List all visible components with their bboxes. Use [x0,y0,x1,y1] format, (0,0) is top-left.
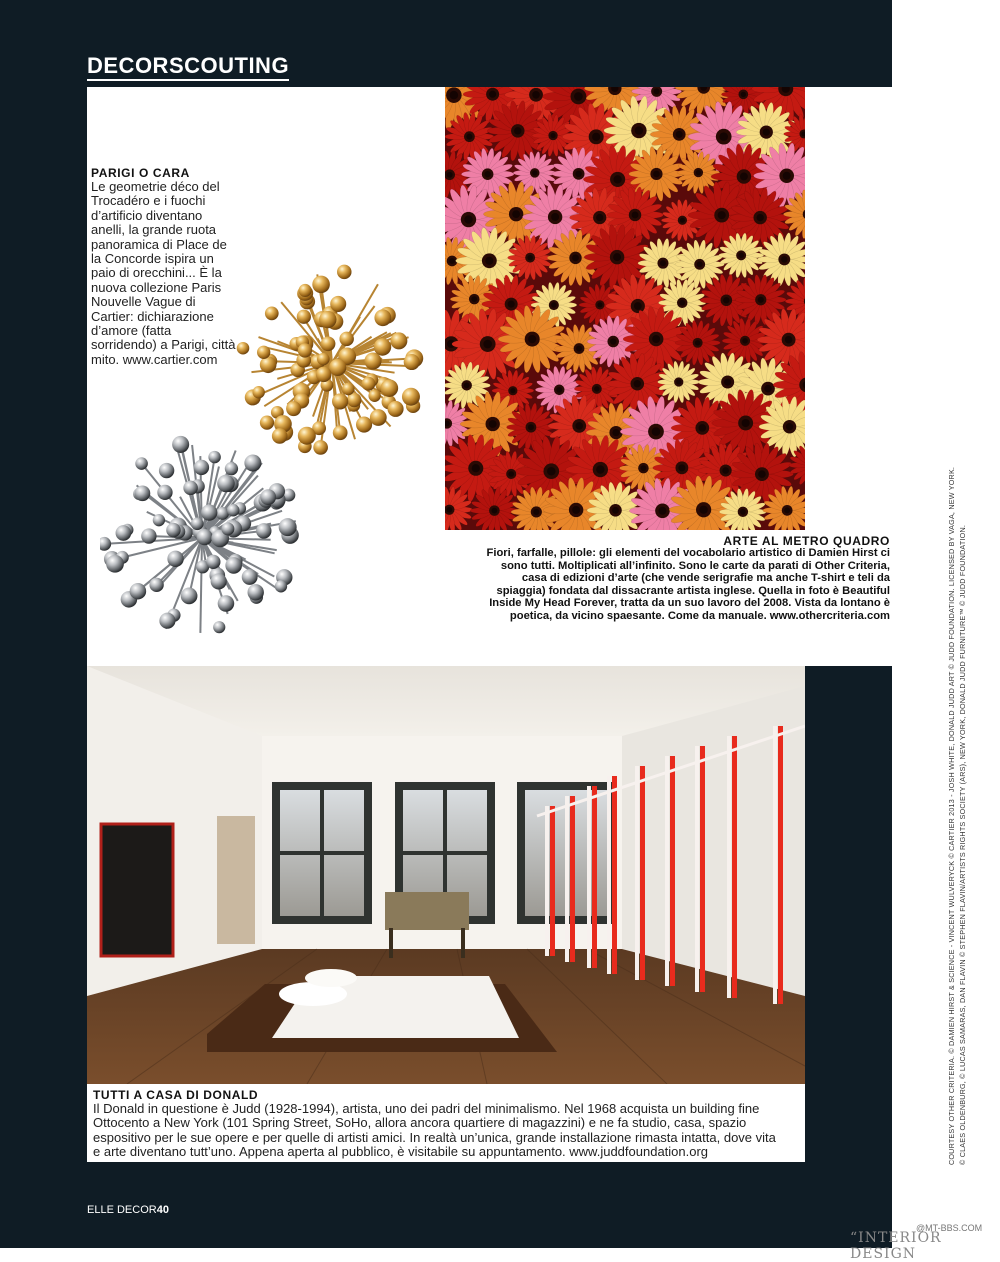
hirst-wallpaper-photo [445,87,805,530]
article1-line: d’amore (fatta [91,324,171,338]
red-tube [612,776,617,974]
chair [385,892,469,930]
gold-bead [370,409,387,426]
silver-bead [221,522,234,535]
gold-bead [374,338,392,356]
article3-kicker: TUTTI A CASA DI DONALD [93,1088,258,1102]
silver-bead [183,481,198,496]
silver-bead [191,517,204,530]
silver-bead [167,551,183,567]
silver-bead [244,455,261,472]
gold-bead [402,388,420,406]
gold-bead [286,401,301,416]
silver-bead [256,523,271,538]
light-frame [773,726,777,1004]
silver-bead [153,514,165,526]
gold-bead [404,354,420,370]
red-tube [592,786,597,968]
silver-bead [242,569,258,585]
article2-kicker: ARTE AL METRO QUADRO [723,534,890,548]
gold-bead [332,393,348,409]
article2-line: Fiori, farfalle, pillole: gli elementi del vocabolario artistico di Damien Hirst ci [487,547,890,560]
gold-bead [321,336,336,351]
article1-line: Nouvelle Vague di [91,295,196,309]
gold-bead [298,343,312,357]
silver-bead [159,463,174,478]
silver-bead [211,573,227,589]
hanging-sculpture [217,816,255,944]
gold-bead [374,309,391,326]
silver-bead [275,580,287,592]
article1-line: panoramica di Place de [91,238,227,252]
gold-bead [257,346,270,359]
red-tube [640,766,645,980]
silver-bead [225,557,242,574]
gold-bead [364,353,381,370]
light-frame [727,736,731,998]
light-frame [565,796,569,962]
article3-line: e arte diventano tutt’uno. Appena aperta al pubblico, è visitabile su appuntamento. www.juddfoundation.org [93,1145,708,1159]
silver-bead [218,595,235,612]
gold-earring-cluster [237,265,424,455]
silver-bead [159,613,175,629]
gold-bead [319,311,336,328]
red-tube [700,746,705,992]
gold-bead [260,356,277,373]
light-frame [545,806,549,956]
silver-bead [279,518,297,536]
judd-interior-photo [87,666,805,1084]
article1-line: Le geometrie déco del [91,180,220,194]
article1-line: nuova collezione Paris [91,281,221,295]
gold-bead [329,359,346,376]
article1-line: Trocadéro e i fuochi [91,194,205,208]
watermark-brand: “INTERIOR DESIGN [850,1230,1000,1262]
gold-bead [330,296,346,312]
silver-bead [213,621,225,633]
article2-line: Inside My Head Forever, tratta da un suo lavoro del 2008. Vista da lontano è [489,597,890,610]
light-frame [665,756,669,986]
article2-line: casa di edizioni d’arte (che vende serigrafie ma anche T-shirt e teli da [522,572,890,585]
section-title: DECORSCOUTING [87,54,289,81]
silver-bead [141,528,156,543]
red-tube [732,736,737,998]
red-tube [570,796,575,962]
silver-bead [197,529,213,545]
silver-earring-cluster [100,436,299,633]
silver-bead [116,525,132,541]
folio-page: 40 [157,1204,169,1216]
article2-line: poetica, da vicino spaesante. Come da manuale. www.othercriteria.com [510,610,890,623]
gold-bead [312,276,330,294]
article1-kicker: PARIGI O CARA [91,166,190,180]
article1-line: paio di orecchini... È la [91,266,222,280]
silver-bead [260,489,276,505]
gold-bead [237,342,250,355]
silver-bead [130,583,146,599]
gold-bead [272,428,288,444]
article3-line: Ottocento a New York (101 Spring Street, SoHo, allora ancora quartiere di magazzini) e ne fa studio, casa, spazio [93,1116,746,1130]
gold-bead [381,379,399,397]
silver-bead [172,436,189,453]
silver-bead [248,584,264,600]
wall-box-sculpture [101,824,173,956]
flowers-svg [445,87,805,530]
silver-bead [100,537,111,551]
silver-bead [194,460,209,475]
watermark-site: @MT-BBS.COM [916,1223,982,1233]
gold-bead [298,427,316,445]
red-tube [550,806,555,956]
silver-bead [227,504,239,516]
gold-bead [342,383,355,396]
light-frame [695,746,699,992]
gold-bead [337,265,352,280]
light-frame [635,766,639,980]
article3-line: espositivo per le sue opere e per quelle di artisti amici. In realtà un’unica, grande installazione rimasta intatta, dove vita [93,1131,776,1145]
gold-bead [339,332,353,346]
article1-line: Cartier: dichiarazione [91,310,214,324]
article1-line: mito. www.cartier.com [91,353,217,367]
article1-line: la Concorde ispira un [91,252,214,266]
red-tube [670,756,675,986]
silver-bead [225,462,238,475]
credits-line: COURTESY OTHER CRITERIA. © DAMIEN HIRST & SCIENCE - VINCENT WULVERYCK © CARTIER 2013 - JOSH WHITE, DONALD JUDD ART © JUDD FOUNDATION. LICENSED BY VAGA, NEW YORK. [946,425,957,1165]
gold-bead [368,390,380,402]
right-wall [622,686,805,996]
gold-bead [260,415,274,429]
article2-line: sono tutti. Moltiplicati all’infinito. Sono le carte da parati di Other Criteria, [501,560,890,573]
gold-bead [316,367,331,382]
gold-bead [317,353,330,366]
gold-bead [388,401,404,417]
gold-bead [297,310,311,324]
article2-caption [448,534,890,624]
article2-line: spiaggia) fondata dal dissacrante artista inglese. Quella in foto è Beautiful [496,585,890,598]
silver-bead [201,504,217,520]
article1-line: d’artificio diventano [91,209,202,223]
light-frame [587,786,591,968]
silver-stem [200,538,202,633]
gold-bead [313,440,328,455]
gold-bead [356,417,372,433]
silver-bead [149,578,163,592]
silver-bead [206,555,220,569]
gold-bead [390,332,407,349]
silver-bead [216,507,229,520]
article1-line: anelli, la grande ruota [91,223,216,237]
gold-bead [362,377,376,391]
silver-bead [157,485,172,500]
silver-bead [208,451,220,463]
gold-bead [299,284,312,297]
article1-line: sorridendo) a Parigi, città [91,338,236,352]
gold-bead [253,386,265,398]
silver-bead [135,457,148,470]
silver-bead [166,523,180,537]
folio [87,1204,169,1216]
silver-bead [181,588,198,605]
silver-bead [106,555,124,573]
photo-credits [946,425,968,1165]
light-frame [607,776,611,974]
gold-bead [265,307,279,321]
gold-bead [333,425,348,440]
red-tube [778,726,783,1004]
credits-line: © CLAES OLDENBURG, © LUCAS SAMARAS, DAN FLAVIN © STEPHEN FLAVIN/ARTISTS RIGHTS SOCIETY (ARS), NEW YORK, DONALD JUDD FURNITURE™ © JUDD FOUNDATION. [957,425,968,1165]
pillow [305,969,357,987]
folio-brand: ELLE DECOR [87,1204,157,1216]
article3-line: Il Donald in questione è Judd (1928-1994), artista, uno dei padri del minimalismo. Nel 1968 acquista un building fine [93,1102,759,1116]
silver-bead [217,475,235,493]
interior-svg [87,666,805,1084]
silver-bead [135,485,151,501]
